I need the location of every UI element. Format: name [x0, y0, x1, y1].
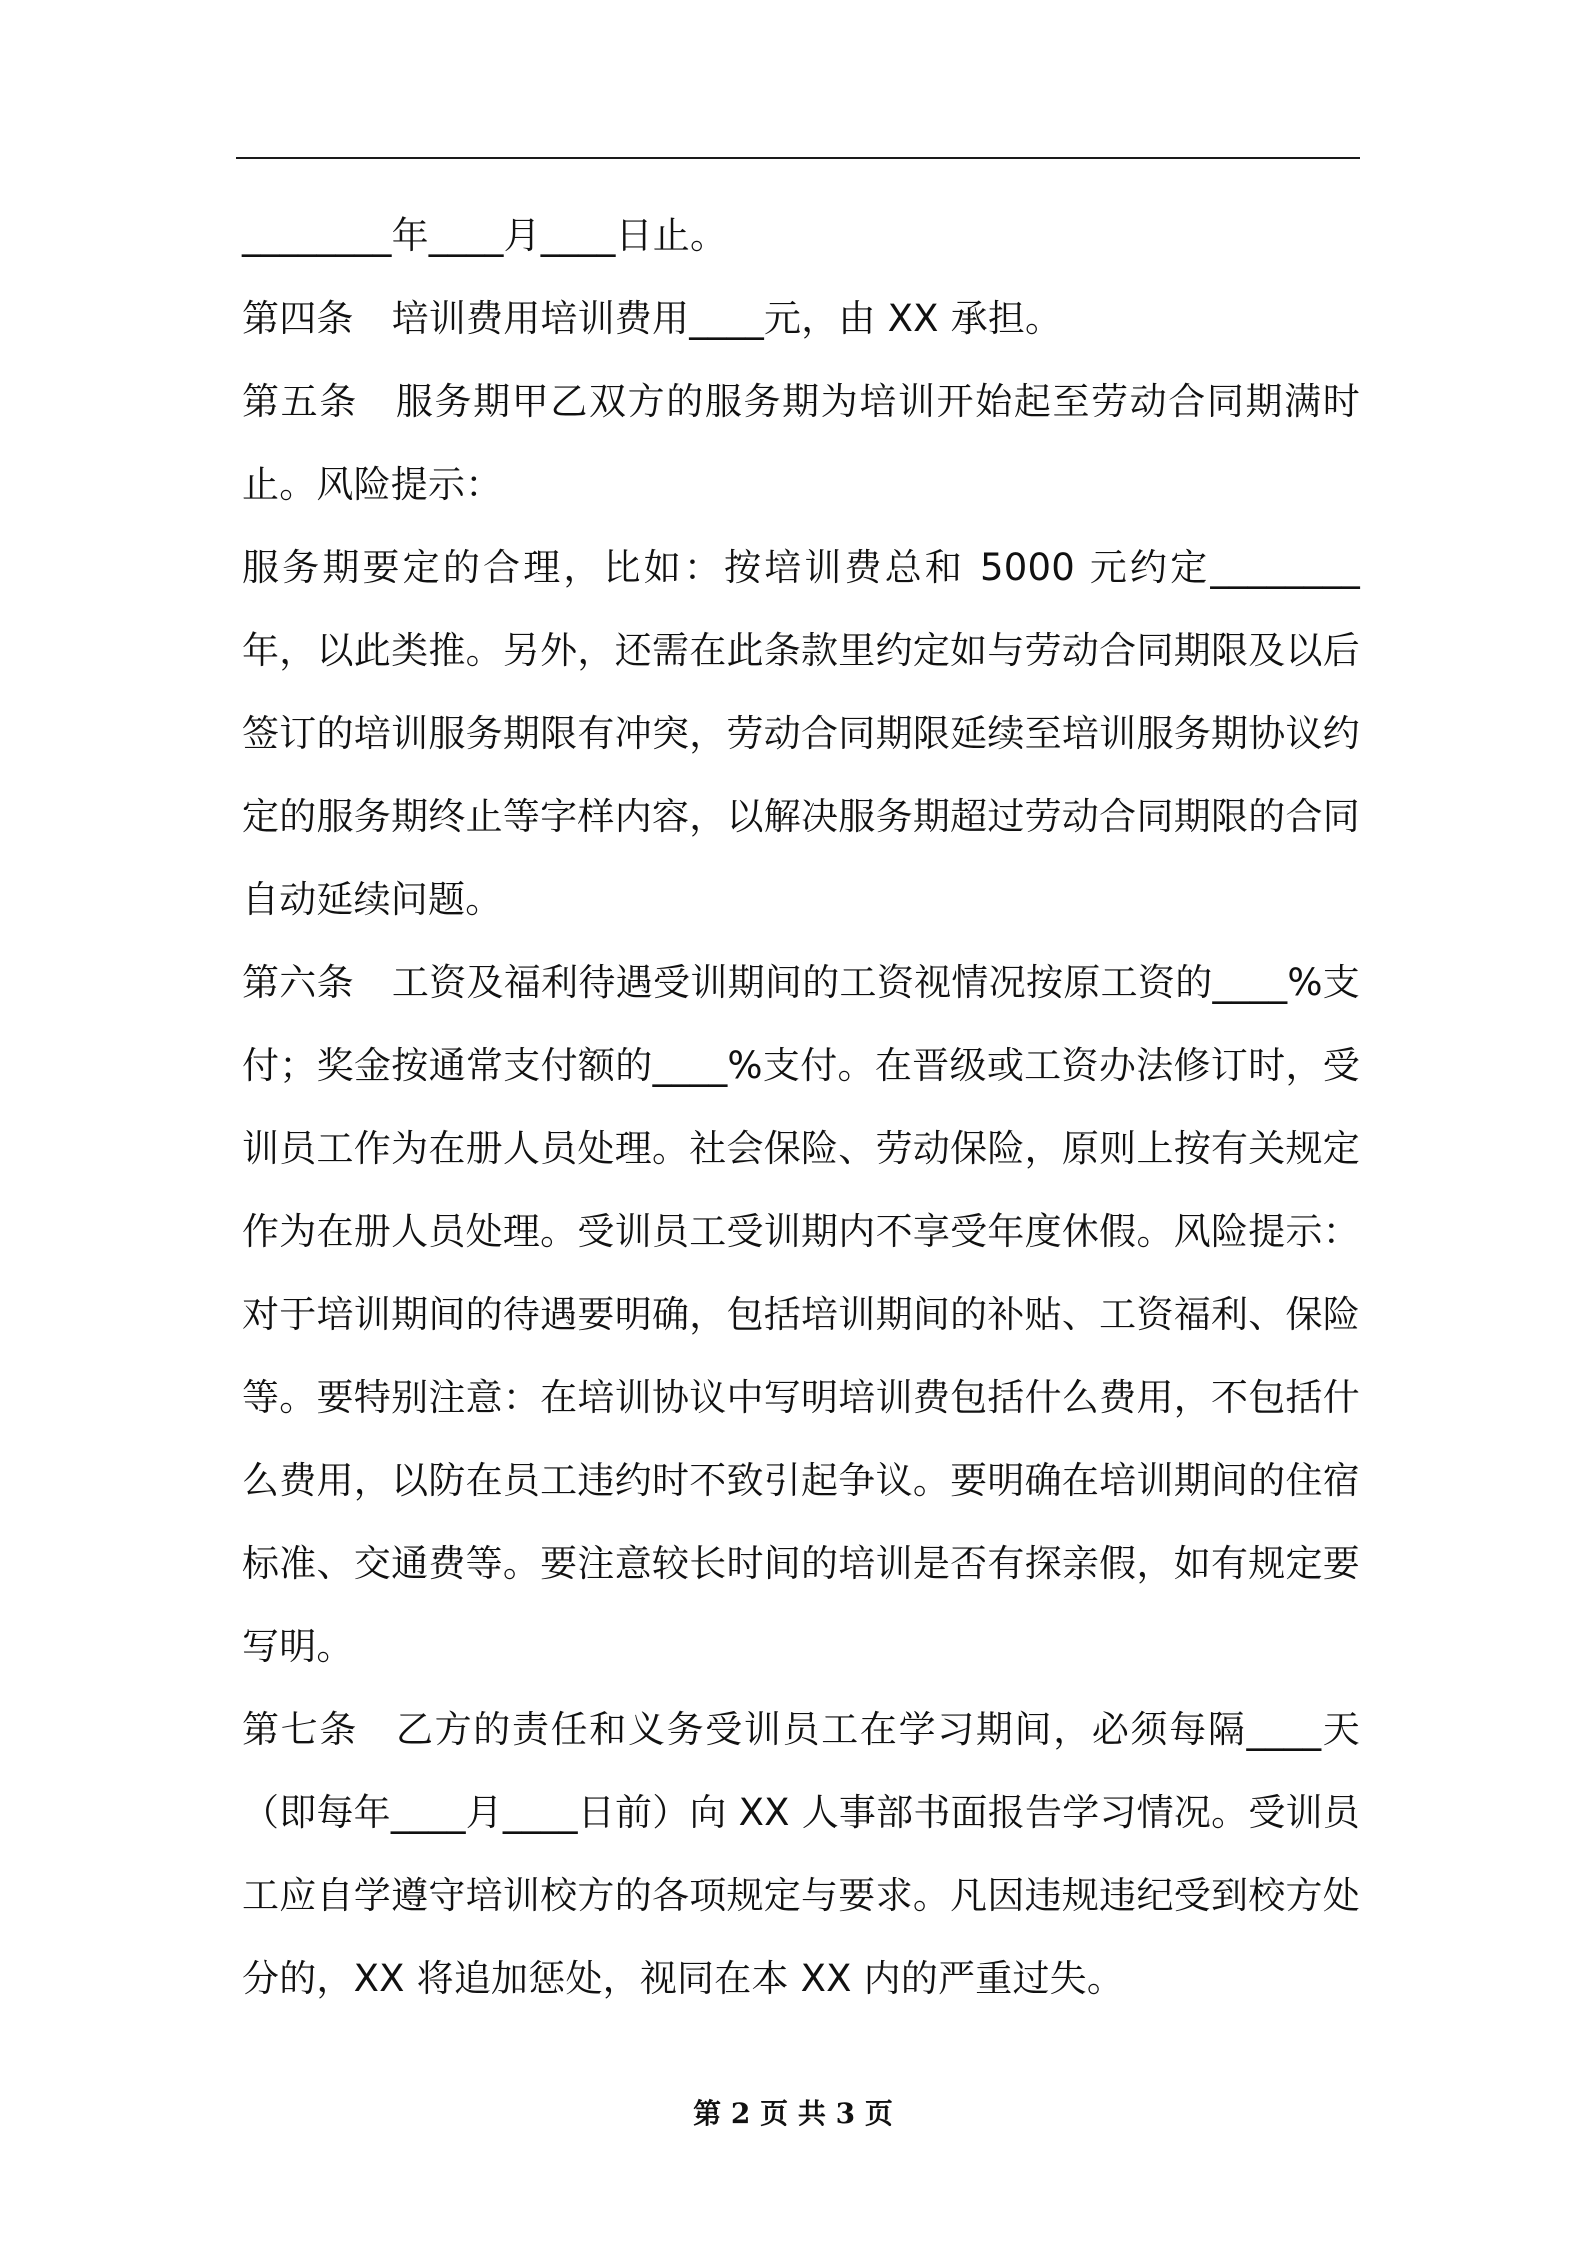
article-label: 第七条: [242, 1708, 358, 1751]
paragraph-text: ________年____月____日止。: [242, 214, 728, 257]
article-label: 第六条: [242, 961, 354, 1004]
paragraph-text: 乙方的责任和义务受训员工在学习期间，必须每隔____天（即每年____月____日前）向 XX 人事部书面报告学习情况。受训员工应自学遵守培训校方的各项规定与要求。凡因违规违纪受到校方处分的，XX 将追加惩处，视同在本 XX 内的严重过失。: [242, 1708, 1360, 2000]
paragraph-text: 工资及福利待遇受训期间的工资视情况按原工资的____%支付；奖金按通常支付额的____%支付。在晋级或工资办法修订时，受训员工作为在册人员处理。社会保险、劳动保险，原则上按有关规定作为在册人员处理。受训员工受训期内不享受年度休假。风险提示：对于培训期间的待遇要明确，包括培训期间的补贴、工资福利、保险等。要特别注意：在培训协议中写明培训费包括什么费用，不包括什么费用，以防在员工违约时不致引起争议。要明确在培训期间的住宿标准、交通费等。要注意较长时间的培训是否有探亲假，如有规定要写明。: [242, 961, 1360, 1668]
paragraph-article-4: [242, 277, 1360, 360]
header-rule: [236, 157, 1360, 159]
article-label: 第四条: [242, 297, 354, 340]
document-body: [242, 194, 1360, 2020]
paragraph-article-6: [242, 941, 1360, 1688]
paragraph-date-line: [242, 194, 1360, 277]
paragraph-text: 服务期甲乙双方的服务期为培训开始起至劳动合同期满时止。风险提示：: [242, 380, 1360, 506]
paragraph-article-5: [242, 360, 1360, 526]
paragraph-text: 服务期要定的合理，比如：按培训费总和 5000 元约定________年，以此类推。另外，还需在此条款里约定如与劳动合同期限及以后签订的培训服务期限有冲突，劳动合同期限延续至培训服务期协议约定的服务期终止等字样内容，以解决服务期超过劳动合同期限的合同自动延续问题。: [242, 546, 1360, 921]
paragraph-text: 培训费用培训费用____元，由 XX 承担。: [391, 297, 1063, 340]
page-number-footer: 第 2 页 共 3 页: [693, 2097, 893, 2130]
paragraph-article-5-note: [242, 526, 1360, 941]
paragraph-article-7: [242, 1688, 1360, 2020]
article-label: 第五条: [242, 380, 358, 423]
